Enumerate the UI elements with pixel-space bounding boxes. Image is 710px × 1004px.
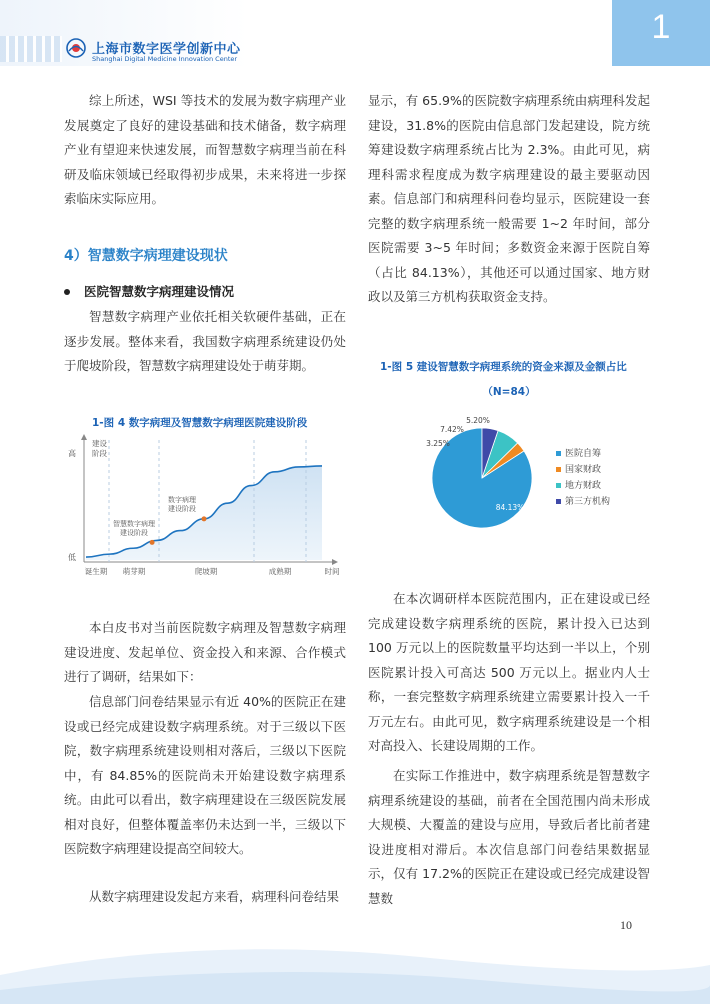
pie-data-label: 84.13%	[495, 503, 525, 512]
x-axis-arrow-icon	[332, 559, 338, 565]
legend-label: 第三方机构	[565, 497, 611, 507]
annotation-point	[150, 540, 155, 545]
left-paragraph-3: 本白皮书对当前医院数字病理及智慧数字病理建设进度、发起单位、资金投入和来源、合作模式进行了调研，结果如下：	[64, 620, 346, 684]
legend-item	[556, 446, 610, 462]
legend-item	[556, 462, 610, 478]
footer-wave	[0, 935, 710, 1004]
right-paragraph-1: 显示，有 65.9%的医院数字病理系统由病理科发起建设，31.8%的医院由信息部门发起建设，院方统筹建设数字病理系统占比为 2.3%。由此可见，病理科需求程度成为数字病理建设的最主要驱动因素。信息部门和病理科问卷均显示，医院建设一套完整的数字病理系统一般需要 1~2 年时间，部分医院需要 3~5 年时间；多数资金来源于医院自筹（占比 84.13%），其他还可以通过国家、地方财政以及第三方机构获取资金支持。	[368, 93, 650, 304]
bullet-heading	[64, 282, 234, 300]
left-paragraph-2: 智慧数字病理产业依托相关软硬件基础，正在逐步发展。整体来看，我国数字病理系统建设仍处于爬坡阶段，智慧数字病理建设处于萌芽期。	[64, 309, 346, 373]
bullet-heading-text: 医院智慧数字病理建设情况	[84, 284, 235, 299]
right-paragraph-2: 在本次调研样本医院范围内，正在建设或已经完成建设数字病理系统的医院，累计投入已达到 100 万元以上的医院数量平均达到一半以上，个别医院累计投入可高达 500 万元以上。据业内人士称，一套完整数字病理系统建立需要累计投入一千万元左右。由此可见，数字病理系统建设是一个相对高投入、长建设周期的工作。	[368, 591, 650, 753]
y-tick-high: 高	[68, 449, 76, 458]
legend-item	[556, 478, 610, 494]
legend-label: 地方财政	[565, 481, 602, 491]
annotation-label	[168, 495, 196, 513]
annotation-point	[202, 516, 207, 521]
x-axis-label: 时间	[324, 567, 340, 576]
header-decoration	[0, 36, 62, 62]
legend-swatch	[556, 451, 561, 456]
legend-label: 医院自筹	[565, 449, 602, 459]
legend-label: 国家财政	[565, 465, 602, 475]
annotation-label-line: 数字病理	[168, 496, 196, 504]
section-title: 4）智慧数字病理建设现状	[64, 248, 228, 264]
figure-5-pie	[410, 408, 550, 538]
legend-swatch	[556, 483, 561, 488]
figure-5-title: 1-图 5 建设智慧数字病理系统的资金来源及金额占比	[380, 361, 627, 373]
x-stage-label: 萌芽期	[122, 567, 146, 576]
annotation-label	[113, 519, 155, 537]
annotation-label-line: 建设阶段	[168, 505, 196, 513]
org-logo-icon	[66, 38, 86, 58]
y-axis-label-line: 阶段	[92, 449, 107, 458]
org-name-en: Shanghai Digital Medicine Innovation Center	[92, 55, 238, 63]
curve-area	[86, 466, 322, 560]
x-stage-label: 爬坡期	[194, 567, 218, 576]
left-paragraph-5: 从数字病理建设发起方来看，病理科问卷结果	[89, 889, 340, 904]
chapter-number: 1	[651, 8, 671, 46]
annotation-label-line: 建设阶段	[120, 529, 148, 537]
x-stage-label: 成熟期	[268, 567, 292, 576]
x-stage-label: 诞生期	[84, 567, 108, 576]
org-name-cn: 上海市数字医学创新中心	[92, 42, 241, 57]
pie-data-label: 7.42%	[440, 425, 464, 434]
y-axis-label-line: 建设	[92, 439, 107, 448]
left-paragraph-1: 综上所述，WSI 等技术的发展为数字病理产业发展奠定了良好的建设基础和技术储备，数字病理产业有望迎来快速发展，而智慧数字病理当前在科研及临床领域已经取得初步成果，未来将进一步探索临床实际应用。	[64, 93, 346, 206]
legend-item	[556, 494, 610, 510]
pie-legend	[556, 446, 610, 510]
y-axis-label	[92, 438, 107, 458]
y-tick-low: 低	[68, 553, 76, 562]
annotation-label-line: 智慧数字病理	[113, 520, 155, 528]
bullet-dot-icon	[64, 289, 70, 295]
pie-data-label: 5.20%	[466, 416, 490, 425]
left-paragraph-4: 信息部门问卷结果显示有近 40%的医院正在建设或已经完成建设数字病理系统。对于三级以下医院，数字病理系统建设则相对落后，三级以下医院中，有 84.85%的医院尚未开始建设数字病理系统。由此可以看出，数字病理建设在三级医院发展相对良好，但整体覆盖率仍未达到一半，三级以下医院数字病理建设提高空间较大。	[64, 694, 346, 856]
pie-data-label: 3.25%	[426, 439, 450, 448]
figure-4-title: 1-图 4 数字病理及智慧数字病理医院建设阶段	[92, 417, 308, 429]
figure-5-subtitle: （N=84）	[482, 386, 536, 398]
page-number: 10	[620, 918, 632, 932]
right-paragraph-3: 在实际工作推进中，数字病理系统是智慧数字病理系统建设的基础，前者在全国范围内尚未形成大规模、大覆盖的建设与应用，导致后者比前者建设进度相对滞后。本次信息部门问卷结果数据显示，仅有 17.2%的医院正在建设或已经完成建设智慧数	[368, 768, 650, 906]
legend-swatch	[556, 499, 561, 504]
legend-swatch	[556, 467, 561, 472]
figure-4-chart	[64, 432, 354, 582]
y-axis-arrow-icon	[81, 434, 87, 440]
